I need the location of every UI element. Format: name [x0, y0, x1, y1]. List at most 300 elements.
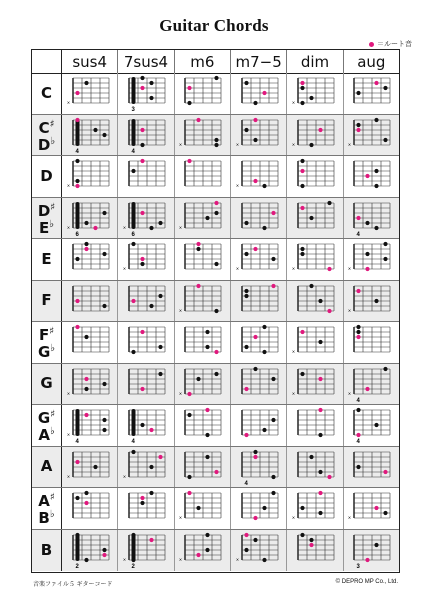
finger-dot: [357, 325, 361, 329]
finger-dot: [140, 76, 144, 80]
chord-diagram: [291, 115, 339, 155]
finger-dot: [149, 81, 153, 85]
chord-diagram: [178, 156, 226, 196]
root-dot: [75, 460, 79, 464]
root-label-sharp: A♯: [38, 492, 55, 511]
chord-diagram-cell: [62, 281, 118, 322]
chord-diagram: [347, 281, 395, 321]
finger-dot: [206, 216, 210, 220]
chord-diagram: [122, 239, 170, 279]
col-header-m7b5: m7−5: [231, 50, 287, 73]
root-note: [32, 447, 62, 488]
finger-dot: [384, 138, 388, 142]
root-dot: [318, 408, 322, 412]
chord-diagram-cell: [62, 530, 118, 572]
root-dot: [357, 128, 361, 132]
col-header-7sus4: 7sus4: [118, 50, 174, 73]
barre-mark: [75, 409, 79, 436]
chord-diagram: [235, 364, 283, 404]
chord-diagram: [291, 322, 339, 362]
chord-row: [32, 405, 399, 447]
root-dot: [140, 159, 144, 163]
muted-string-mark: ×: [179, 308, 183, 315]
finger-dot: [375, 184, 379, 188]
finger-dot: [215, 143, 219, 147]
finger-dot: [75, 159, 79, 163]
finger-dot: [244, 345, 248, 349]
root-dot: [253, 118, 257, 122]
finger-dot: [131, 242, 135, 246]
finger-dot: [271, 475, 275, 479]
finger-dot: [262, 226, 266, 230]
finger-dot: [206, 455, 210, 459]
root-dot: [188, 86, 192, 90]
finger-dot: [244, 548, 248, 552]
finger-dot: [366, 221, 370, 225]
chord-diagram: [347, 115, 395, 155]
chord-diagram: [291, 198, 339, 238]
chord-diagram: [122, 115, 170, 155]
finger-dot: [102, 382, 106, 386]
chord-diagram: [178, 198, 226, 238]
chord-diagram-cell: [344, 156, 399, 197]
chord-diagram-cell: [231, 322, 287, 363]
chord-row: [32, 488, 399, 530]
legend: [369, 39, 412, 49]
root-dot: [75, 118, 79, 122]
finger-dot: [253, 450, 257, 454]
muted-string-mark: ×: [291, 515, 295, 522]
chord-diagram-cell: [344, 322, 399, 363]
root-dot: [300, 81, 304, 85]
finger-dot: [131, 533, 135, 537]
finger-dot: [375, 299, 379, 303]
chord-diagram-cell: [344, 115, 399, 156]
chord-diagram-cell: [344, 198, 399, 239]
fret-number: 4: [356, 439, 361, 446]
chord-diagram: [66, 447, 114, 487]
root-dot: [140, 387, 144, 391]
finger-dot: [318, 470, 322, 474]
chord-diagram: [66, 73, 114, 113]
chord-diagram-cell: [287, 73, 343, 114]
root-dot: [188, 392, 192, 396]
finger-dot: [131, 450, 135, 454]
chord-diagram-cell: [118, 115, 174, 156]
chord-row: [32, 115, 399, 157]
finger-dot: [244, 294, 248, 298]
muted-string-mark: ×: [348, 266, 352, 273]
finger-dot: [318, 340, 322, 344]
chord-diagram-cell: [287, 115, 343, 156]
finger-dot: [131, 169, 135, 173]
chord-diagram-cell: [231, 281, 287, 322]
chord-diagram-cell: [344, 239, 399, 280]
root-label: D: [40, 166, 53, 185]
muted-string-mark: ×: [66, 432, 70, 439]
chord-diagram-cell: [287, 156, 343, 197]
finger-dot: [262, 350, 266, 354]
finger-dot: [300, 247, 304, 251]
chord-diagram: [66, 281, 114, 321]
root-dot: [244, 433, 248, 437]
chord-diagram: [122, 530, 170, 570]
root-dot: [271, 284, 275, 288]
root-dot: [253, 247, 257, 251]
finger-dot: [244, 81, 248, 85]
finger-dot: [384, 242, 388, 246]
finger-dot: [253, 101, 257, 105]
fret-number: 6: [131, 231, 135, 238]
chord-diagram: [122, 405, 170, 445]
finger-dot: [188, 475, 192, 479]
finger-dot: [375, 423, 379, 427]
root-dot: [357, 216, 361, 220]
chord-diagram: [235, 530, 283, 570]
finger-dot: [215, 211, 219, 215]
chord-diagram: [66, 322, 114, 362]
chord-diagram-cell: [62, 156, 118, 197]
chord-row: [32, 198, 399, 240]
chord-diagram-cell: [175, 364, 231, 405]
fret-number: 4: [75, 439, 79, 446]
chord-diagram-cell: [231, 239, 287, 280]
finger-dot: [300, 101, 304, 105]
finger-dot: [197, 377, 201, 381]
root-note: [32, 488, 62, 529]
root-dot: [131, 299, 135, 303]
chord-diagram-cell: [344, 488, 399, 529]
barre-mark: [131, 534, 135, 561]
root-dot: [84, 501, 88, 505]
fret-number: 4: [244, 480, 248, 487]
chord-diagram: [347, 156, 395, 196]
root-dot: [149, 428, 153, 432]
finger-dot: [366, 252, 370, 256]
finger-dot: [131, 350, 135, 354]
finger-dot: [140, 501, 144, 505]
root-dot: [215, 470, 219, 474]
chord-diagram: [66, 530, 114, 570]
chord-diagram: [347, 405, 395, 445]
root-note: [32, 364, 62, 405]
root-dot: [84, 247, 88, 251]
chord-diagram: [291, 364, 339, 404]
chord-diagram-cell: [287, 239, 343, 280]
chord-diagram-cell: [118, 364, 174, 405]
chord-diagram-cell: [344, 73, 399, 114]
root-dot: [75, 184, 79, 188]
muted-string-mark: ×: [235, 183, 239, 190]
root-label-flat: E♭: [39, 218, 54, 237]
finger-dot: [244, 221, 248, 225]
root-dot: [300, 169, 304, 173]
barre-mark: [131, 409, 135, 436]
chord-diagram: [122, 198, 170, 238]
finger-dot: [357, 408, 361, 412]
finger-dot: [309, 216, 313, 220]
chord-diagram-cell: [62, 239, 118, 280]
chord-diagram: [122, 281, 170, 321]
chord-diagram-cell: [287, 405, 343, 446]
barre-mark: [131, 77, 135, 104]
chord-diagram-cell: [231, 198, 287, 239]
chord-diagram-cell: [175, 488, 231, 529]
chord-row: [32, 239, 399, 281]
root-label-sharp: D♯: [37, 201, 56, 220]
chord-row: [32, 530, 399, 572]
finger-dot: [309, 284, 313, 288]
chord-diagram-cell: [231, 488, 287, 529]
root-dot: [197, 242, 201, 246]
finger-dot: [309, 96, 313, 100]
muted-string-mark: ×: [291, 100, 295, 107]
finger-dot: [84, 491, 88, 495]
chord-diagram-cell: [175, 198, 231, 239]
root-dot: [327, 475, 331, 479]
chord-diagram-cell: [231, 530, 287, 572]
chord-diagram-cell: [118, 530, 174, 572]
finger-dot: [375, 169, 379, 173]
finger-dot: [262, 184, 266, 188]
barre-mark: [131, 202, 135, 229]
root-label-flat: B♭: [38, 509, 55, 528]
chord-diagram-cell: [62, 447, 118, 488]
fret-number: 4: [131, 148, 135, 155]
chord-diagram: [66, 239, 114, 279]
root-dot: [309, 543, 313, 547]
chord-diagram: [235, 115, 283, 155]
finger-dot: [357, 123, 361, 127]
root-dot: [140, 496, 144, 500]
finger-dot: [149, 226, 153, 230]
finger-dot: [300, 506, 304, 510]
chord-diagram-cell: [287, 198, 343, 239]
root-dot: [140, 257, 144, 261]
finger-dot: [262, 506, 266, 510]
chord-diagram: [347, 198, 395, 238]
chord-row: [32, 364, 399, 406]
muted-string-mark: ×: [179, 225, 183, 232]
chord-diagram: [291, 239, 339, 279]
finger-dot: [357, 465, 361, 469]
chord-diagram-cell: [175, 281, 231, 322]
root-label-sharp: G♯: [37, 409, 56, 428]
root-label: F: [41, 291, 52, 310]
root-note: [32, 115, 62, 156]
muted-string-mark: ×: [179, 557, 183, 564]
finger-dot: [271, 257, 275, 261]
root-dot: [197, 284, 201, 288]
muted-string-mark: ×: [235, 266, 239, 273]
finger-dot: [102, 133, 106, 137]
fret-number: 2: [75, 564, 79, 571]
root-dot: [93, 226, 97, 230]
root-dot: [244, 533, 248, 537]
chord-row: [32, 322, 399, 364]
chord-diagram: [235, 405, 283, 445]
finger-dot: [271, 491, 275, 495]
chord-diagram-cell: [175, 156, 231, 197]
chord-diagram-cell: [287, 364, 343, 405]
chord-diagram: [66, 198, 114, 238]
finger-dot: [375, 226, 379, 230]
root-dot: [188, 491, 192, 495]
fret-number: 3: [131, 107, 135, 114]
root-dot: [253, 179, 257, 183]
chord-diagram-cell: [62, 405, 118, 446]
finger-dot: [300, 533, 304, 537]
chord-table: [31, 49, 400, 573]
chord-diagram-cell: [175, 322, 231, 363]
chord-diagram: [66, 488, 114, 528]
chord-diagram: [66, 115, 114, 155]
chord-diagram-cell: [231, 405, 287, 446]
chord-diagram-cell: [118, 281, 174, 322]
root-dot: [262, 91, 266, 95]
root-label: A: [40, 457, 53, 476]
root-label-sharp: F♯: [38, 326, 55, 345]
chord-diagram: [178, 322, 226, 362]
chord-diagram: [66, 405, 114, 445]
chord-diagram: [122, 488, 170, 528]
muted-string-mark: ×: [348, 391, 352, 398]
finger-dot: [149, 491, 153, 495]
finger-dot: [84, 335, 88, 339]
root-dot: [357, 335, 361, 339]
fret-number: 6: [75, 231, 79, 238]
chord-diagram: [291, 281, 339, 321]
chord-diagram: [178, 115, 226, 155]
finger-dot: [244, 128, 248, 132]
root-dot: [84, 377, 88, 381]
finger-dot: [253, 538, 257, 542]
finger-dot: [75, 257, 79, 261]
finger-dot: [244, 289, 248, 293]
root-dot: [327, 267, 331, 271]
chord-diagram: [291, 530, 339, 570]
finger-dot: [384, 257, 388, 261]
root-label: B: [40, 540, 53, 559]
chord-diagram: [347, 322, 395, 362]
muted-string-mark: ×: [66, 100, 70, 107]
root-dot: [75, 325, 79, 329]
finger-dot: [197, 247, 201, 251]
finger-dot: [140, 262, 144, 266]
root-dot: [140, 330, 144, 334]
footer-right: © DEPRO MP Co., Ltd.: [335, 579, 398, 585]
muted-string-mark: ×: [291, 266, 295, 273]
root-dot: [366, 558, 370, 562]
muted-string-mark: ×: [122, 225, 126, 232]
muted-string-mark: ×: [66, 474, 70, 481]
chord-diagram-cell: [287, 322, 343, 363]
root-dot: [84, 413, 88, 417]
chord-diagram-cell: [287, 530, 343, 572]
chord-diagram: [178, 73, 226, 113]
header-row: [32, 50, 399, 74]
chord-diagram-cell: [175, 405, 231, 446]
fret-number: 4: [356, 397, 361, 404]
root-dot: [197, 118, 201, 122]
root-note: [32, 239, 62, 280]
finger-dot: [384, 511, 388, 515]
barre-mark: [75, 119, 79, 146]
finger-dot: [327, 201, 331, 205]
chord-diagram: [235, 156, 283, 196]
chord-diagram: [347, 364, 395, 404]
root-dot: [375, 506, 379, 510]
chord-diagram: [235, 322, 283, 362]
root-dot: [140, 86, 144, 90]
finger-dot: [318, 511, 322, 515]
root-dot: [300, 330, 304, 334]
barre-mark: [131, 119, 135, 146]
finger-dot: [318, 433, 322, 437]
chord-diagram-cell: [231, 73, 287, 114]
root-dot: [327, 309, 331, 313]
muted-string-mark: ×: [122, 266, 126, 273]
finger-dot: [149, 465, 153, 469]
chord-diagram: [178, 447, 226, 487]
finger-dot: [158, 345, 162, 349]
finger-dot: [102, 548, 106, 552]
muted-string-mark: ×: [66, 391, 70, 398]
root-dot: [357, 433, 361, 437]
root-dot: [253, 455, 257, 459]
chord-diagram: [347, 239, 395, 279]
finger-dot: [188, 101, 192, 105]
root-dot: [140, 211, 144, 215]
finger-dot: [375, 543, 379, 547]
finger-dot: [215, 76, 219, 80]
chord-diagram-cell: [287, 281, 343, 322]
finger-dot: [84, 558, 88, 562]
chord-diagram: [122, 364, 170, 404]
finger-dot: [140, 143, 144, 147]
chord-diagram-cell: [175, 239, 231, 280]
chord-diagram: [178, 530, 226, 570]
col-header-dim: dim: [287, 50, 343, 73]
finger-dot: [375, 118, 379, 122]
finger-dot: [102, 418, 106, 422]
fret-number: 4: [75, 148, 79, 155]
root-dot: [140, 128, 144, 132]
root-dot: [318, 128, 322, 132]
finger-dot: [149, 304, 153, 308]
barre-mark: [75, 202, 79, 229]
chord-diagram-cell: [118, 73, 174, 114]
root-label-flat: D♭: [37, 135, 56, 154]
root-dot: [102, 553, 106, 557]
finger-dot: [215, 372, 219, 376]
page-title: Guitar Chords: [159, 16, 269, 35]
finger-dot: [102, 428, 106, 432]
chord-diagram: [291, 156, 339, 196]
finger-dot: [384, 86, 388, 90]
chord-row: [32, 281, 399, 323]
finger-dot: [84, 242, 88, 246]
chord-diagram: [235, 73, 283, 113]
finger-dot: [357, 91, 361, 95]
chord-diagram-cell: [344, 364, 399, 405]
finger-dot: [102, 211, 106, 215]
muted-string-mark: ×: [348, 515, 352, 522]
muted-string-mark: ×: [348, 308, 352, 315]
root-dot: [253, 516, 257, 520]
root-dot: [318, 491, 322, 495]
finger-dot: [300, 372, 304, 376]
